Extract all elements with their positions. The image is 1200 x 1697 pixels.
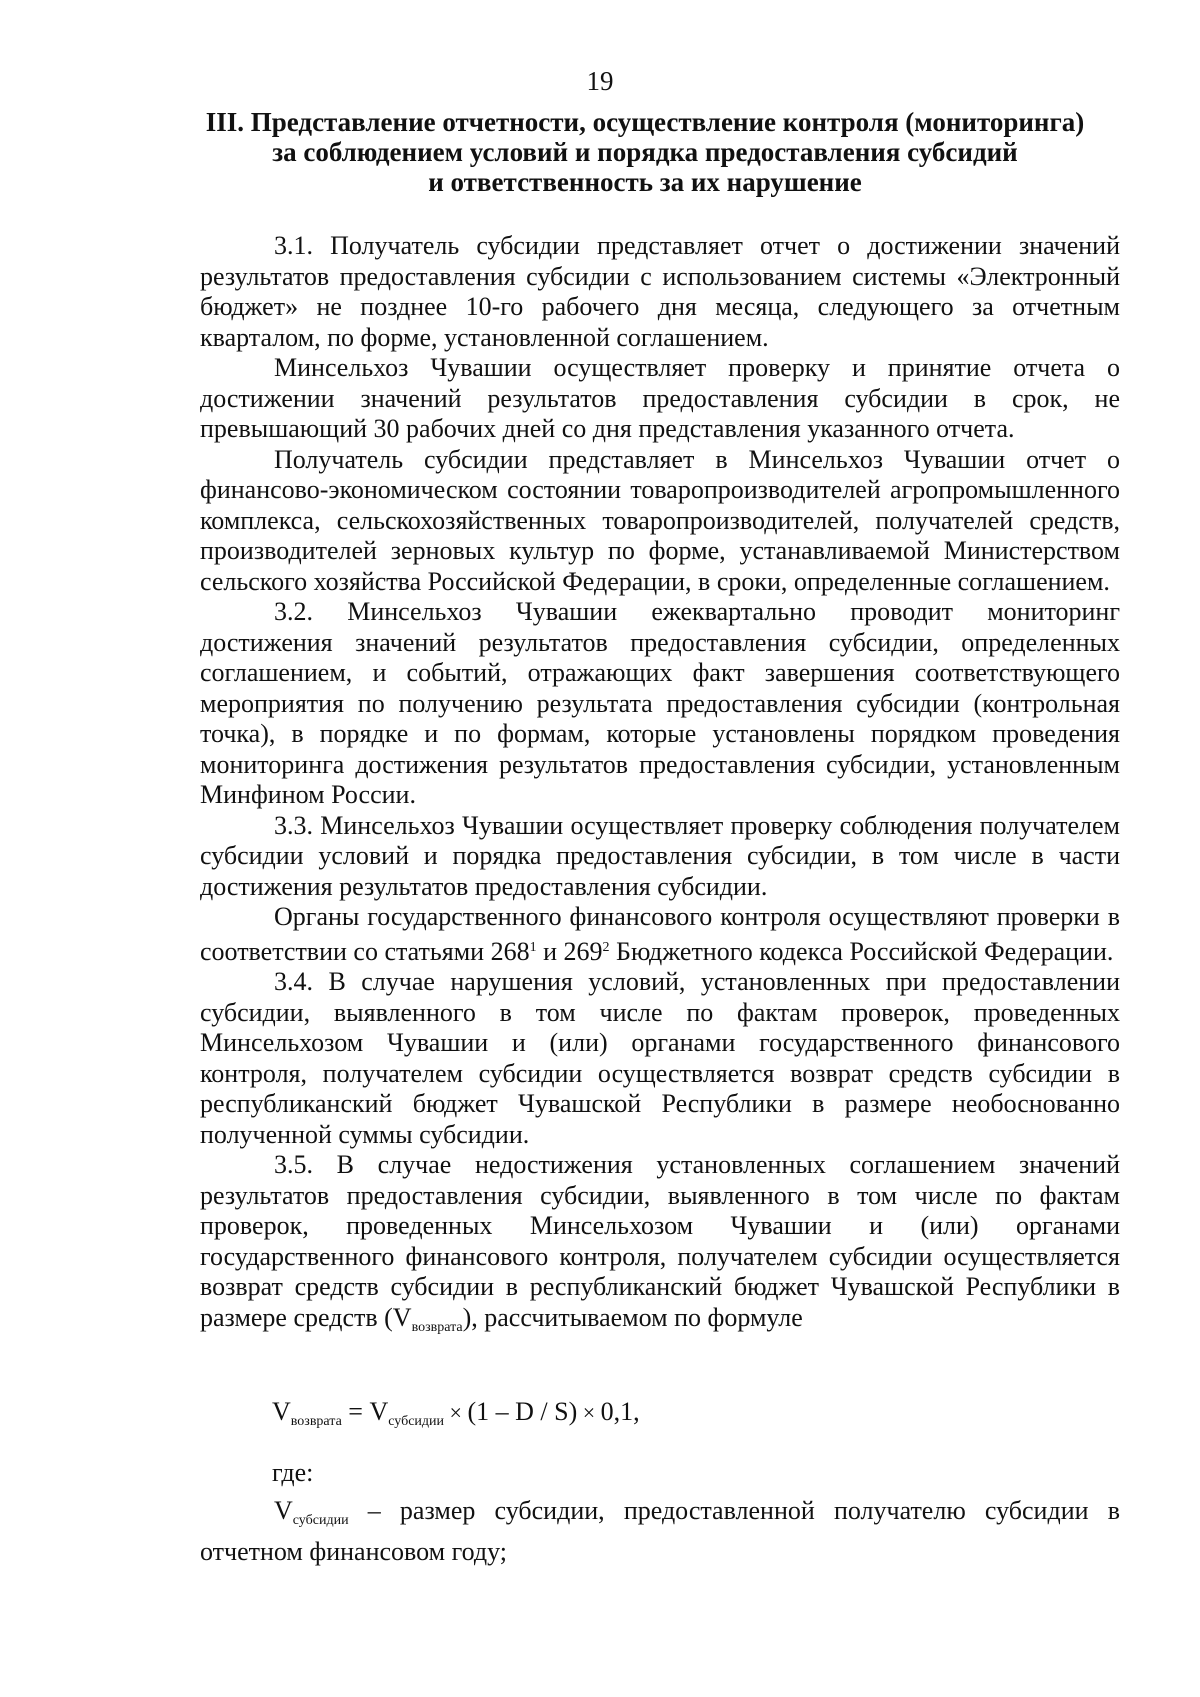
paragraph-3-5 xyxy=(200,1150,1120,1343)
where-label: где: xyxy=(272,1458,314,1487)
refund-formula xyxy=(272,1397,640,1437)
formula-subscript: возврата xyxy=(290,1414,342,1429)
paragraph-state-control xyxy=(200,902,1120,967)
formula-multiply: × xyxy=(444,1400,468,1425)
paragraph-text: Органы государственного финансового контроля осуществляют проверки в соответствии со статьями 268 xyxy=(200,902,1120,966)
variable-definitions xyxy=(200,1495,1120,1567)
formula-variable: V xyxy=(274,1496,293,1525)
formula-term: 0,1, xyxy=(600,1397,640,1426)
heading-line: за соблюдением условий и порядка предоставления субсидий xyxy=(272,137,1018,167)
paragraph-text: 3.5. В случае недостижения установленных соглашением значений результатов предоставления субсидии, выявленного в том числе по фактам проверок, проведенных Минсельхозом Чувашии и (или) органами государственного финансового контроля, получателем субсидии осуществляется возврат средств субсидии в республиканский бюджет Чувашской Республики в размере средств (V xyxy=(200,1150,1120,1332)
paragraph-text: Бюджетного кодекса Российской Федерации. xyxy=(609,936,1114,966)
definition-v-subsidy xyxy=(200,1495,1120,1567)
superscript: 1 xyxy=(529,939,537,955)
paragraph-text: ), рассчитываемом по формуле xyxy=(462,1302,803,1332)
formula-equals: = xyxy=(341,1397,370,1426)
formula-term: (1 – D / S) xyxy=(467,1397,578,1426)
formula-subscript: субсидии xyxy=(388,1414,445,1429)
paragraph-text: и 269 xyxy=(536,936,603,966)
formula-multiply: × xyxy=(577,1400,601,1425)
definition-text: – размер субсидии, предоставленной получателю субсидии в отчетном финансовом году; xyxy=(200,1496,1120,1566)
formula-subscript: субсидии xyxy=(292,1513,349,1528)
heading-line: и ответственность за их нарушение xyxy=(428,167,862,197)
document-body xyxy=(200,231,1120,1343)
formula-variable: V xyxy=(369,1397,389,1426)
page-number: 19 xyxy=(586,66,614,96)
paragraph-report-check: Минсельхоз Чувашии осуществляет проверку и принятие отчета о достижении значений результатов предоставления субсидии в срок, не превышающий 30 рабочих дней со дня представления указанного отчета. xyxy=(200,353,1120,443)
section-heading xyxy=(200,107,1090,197)
paragraph-3-1: 3.1. Получатель субсидии представляет отчет о достижении значений результатов предоставления субсидии с использованием системы «Электронный бюджет» не позднее 10-го рабочего дня месяца, следующего за отчетным кварталом, по форме, установленной соглашением. xyxy=(200,231,1120,352)
superscript: 2 xyxy=(602,939,610,955)
paragraph-3-2: 3.2. Минсельхоз Чувашии ежеквартально проводит мониторинг достижения значений результатов предоставления субсидии, определенных соглашением, и событий, отражающих факт завершения соответствующего мероприятия по получению результата предоставления субсидии (контрольная точка), в порядке и по формам, которые установлены порядком проведения мониторинга достижения результатов предоставления субсидии, установленным Минфином России. xyxy=(200,597,1120,809)
paragraph-3-4: 3.4. В случае нарушения условий, установленных при предоставлении субсидии, выявленного в том числе по фактам проверок, проведенных Минсельхозом Чувашии и (или) органами государственного финансового контроля, получателем субсидии осуществляется возврат средств субсидии в республиканский бюджет Чувашской Республики в размере необоснованно полученной суммы субсидии. xyxy=(200,967,1120,1149)
formula-variable: V xyxy=(272,1397,291,1426)
heading-line: III. Представление отчетности, осуществление контроля (мониторинга) xyxy=(205,107,1085,137)
subscript: возврата xyxy=(411,1319,463,1335)
paragraph-3-3: 3.3. Минсельхоз Чувашии осуществляет проверку соблюдения получателем субсидии условий и порядка предоставления субсидии, в том числе в части достижения результатов предоставления субсидии. xyxy=(200,810,1120,901)
paragraph-financial-report: Получатель субсидии представляет в Минсельхоз Чувашии отчет о финансово-экономическом состоянии товаропроизводителей агропромышленного комплекса, сельскохозяйственных товаропроизводителей, получателей средств, производителей зерновых культур по форме, устанавливаемой Министерством сельского хозяйства Российской Федерации, в сроки, определенные соглашением. xyxy=(200,444,1120,596)
